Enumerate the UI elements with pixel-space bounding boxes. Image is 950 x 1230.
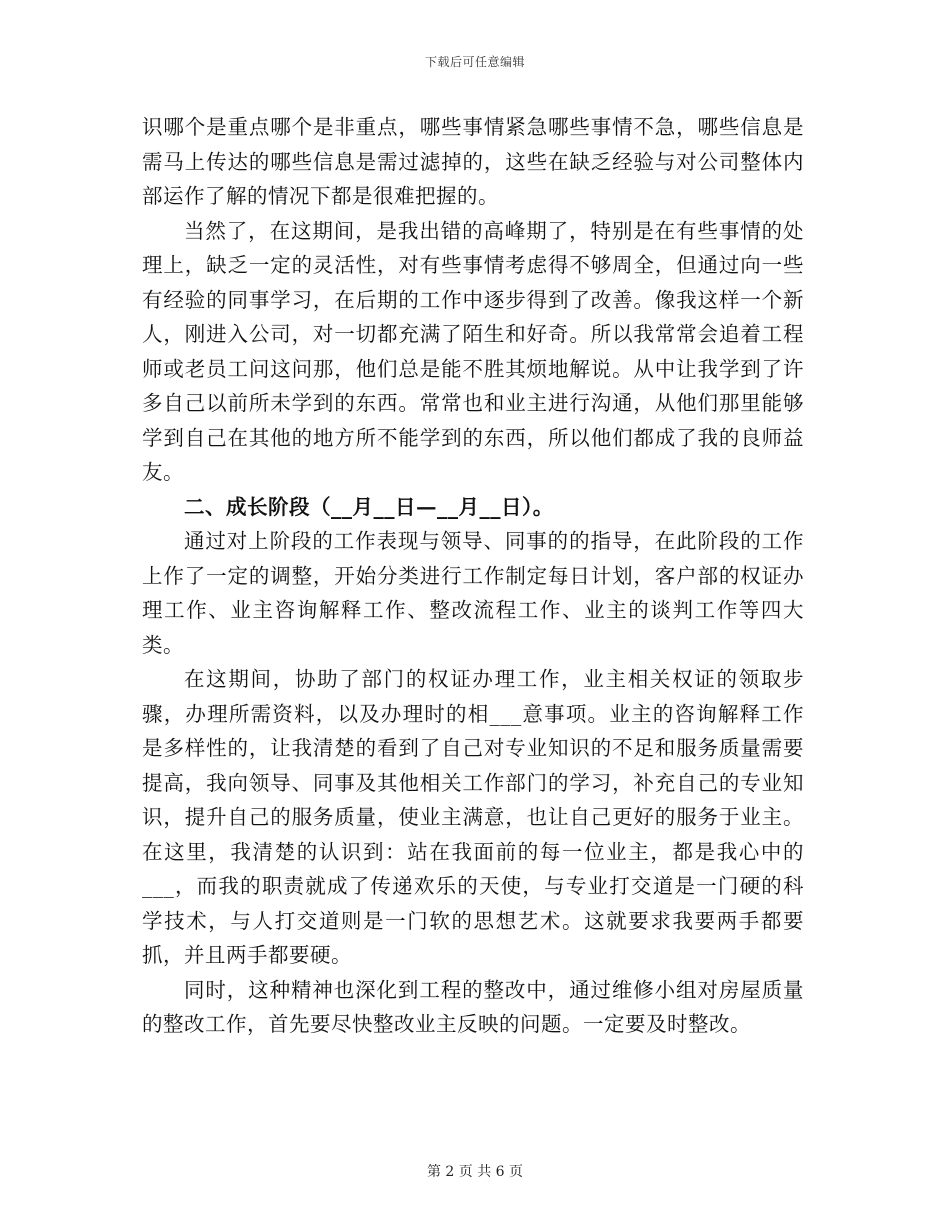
page-footer: 第 2 页 共 6 页 <box>426 1164 524 1180</box>
document-body <box>142 110 804 1042</box>
paragraph-continuation: 识哪个是重点哪个是非重点，哪些事情紧急哪些事情不急，哪些信息是需马上传达的哪些信息是需过滤掉的，这些在缺乏经验与对公司整体内部运作了解的情况下都是很难把握的。 <box>142 115 804 208</box>
section-heading: 二、成长阶段（__月__日—__月__日）。 <box>184 494 554 519</box>
page-header: 下载后可任意编辑 <box>424 55 525 69</box>
paragraph: 在这期间，协助了部门的权证办理工作，业主相关权证的领取步骤，办理所需资料，以及办理时的相___意事项。业主的咨询解释工作是多样性的，让我清楚的看到了自己对专业知识的不足和服务质量需要提高，我向领导、同事及其他相关工作部门的学习，补充自己的专业知识，提升自己的服务质量，使业主满意，也让自己更好的服务于业主。在这里，我清楚的认识到：站在我面前的每一位业主，都是我心中的___，而我的职责就成了传递欢乐的天使，与专业打交道是一门硬的科学技术，与人打交道则是一门软的思想艺术。这就要求我要两手都要抓，并且两手都要硬。 <box>142 667 804 967</box>
paragraph: 同时，这种精神也深化到工程的整改中，通过维修小组对房屋质量的整改工作，首先要尽快整改业主反映的问题。一定要及时整改。 <box>142 977 804 1036</box>
paragraph: 当然了，在这期间，是我出错的高峰期了，特别是在有些事情的处理上，缺乏一定的灵活性，对有些事情考虑得不够周全，但通过向一些有经验的同事学习，在后期的工作中逐步得到了改善。像我这样一个新人，刚进入公司，对一切都充满了陌生和好奇。所以我常常会追着工程师或老员工问这问那，他们总是能不胜其烦地解说。从中让我学到了许多自己以前所未学到的东西。常常也和业主进行沟通，从他们那里能够学到自己在其他的地方所不能学到的东西，所以他们都成了我的良师益友。 <box>142 218 804 484</box>
paragraph: 通过对上阶段的工作表现与领导、同事的的指导，在此阶段的工作上作了一定的调整，开始分类进行工作制定每日计划，客户部的权证办理工作、业主咨询解释工作、整改流程工作、业主的谈判工作等四大类。 <box>142 529 804 657</box>
